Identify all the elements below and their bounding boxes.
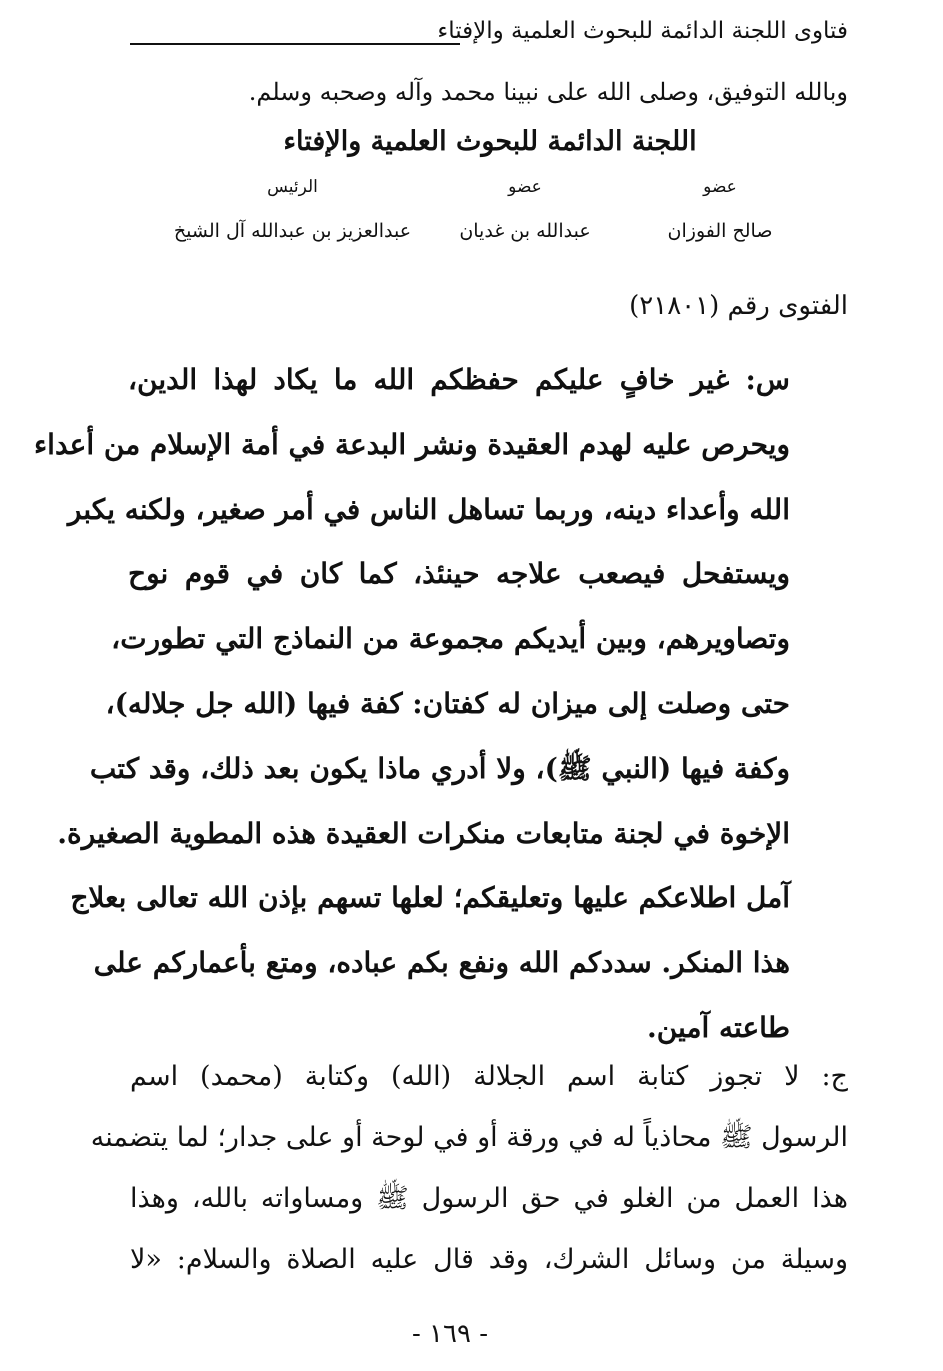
answer-line: وسيلة من وسائل الشرك، وقد قال عليه الصلاة والسلام: «لا — [130, 1244, 848, 1275]
answer-line: ج: لا تجوز كتابة اسم الجلالة (الله) وكتابة (محمد) اسم — [130, 1061, 848, 1092]
question-line: ويستفحل فيصعب علاجه حينئذ، كما كان في قوم نوح — [128, 557, 790, 591]
page-header — [130, 14, 848, 52]
committee-title: اللجنة الدائمة للبحوث العلمية والإفتاء — [283, 126, 697, 157]
signature-role: عضو — [703, 177, 737, 197]
question-paragraph — [34, 348, 790, 1061]
question-line: وتصاويرهم، وبين أيديكم مجموعة من النماذج التي تطورت، — [111, 622, 790, 656]
signature-name: عبدالله بن غديان — [459, 220, 591, 242]
answer-line: هذا العمل من الغلو في حق الرسول ﷺ ومساواته بالله، وهذا — [130, 1183, 848, 1214]
fatwa-number-heading: الفتوى رقم (٢١٨٠١) — [629, 291, 848, 321]
question-line: آمل اطلاعكم عليها وتعليقكم؛ لعلها تسهم بإذن الله تعالى بعلاج — [70, 881, 790, 915]
signature-name: صالح الفوزان — [667, 220, 773, 242]
question-line: حتى وصلت إلى ميزان له كفتان: كفة فيها (الله جل جلاله)، — [105, 686, 790, 720]
signature-member-1 — [645, 170, 795, 248]
header-rule — [130, 43, 460, 45]
signature-chairman — [170, 170, 415, 248]
signature-role: الرئيس — [267, 177, 318, 197]
answer-paragraph — [90, 1046, 848, 1290]
question-line: الله وأعداء دينه، وربما تساهل الناس في أمر صغير، ولكنه يكبر — [67, 492, 790, 526]
signature-member-2 — [435, 170, 615, 248]
question-line: هذا المنكر. سددكم الله ونفع بكم عباده، ومتع بأعماركم على — [93, 946, 790, 980]
signature-block — [170, 170, 795, 250]
closing-prayer: وبالله التوفيق، وصلى الله على نبينا محمد وآله وصحبه وسلم. — [248, 78, 848, 106]
page-number: - ١٦٩ - — [411, 1319, 489, 1349]
question-line: ويحرص عليه لهدم العقيدة ونشر البدعة في أمة الإسلام من أعداء — [34, 427, 790, 461]
question-line: س: غير خافٍ عليكم حفظكم الله ما يكاد لهذا الدين، — [128, 363, 790, 396]
question-line: طاعته آمين. — [646, 1010, 790, 1044]
signature-name: عبدالعزيز بن عبدالله آل الشيخ — [173, 220, 412, 242]
running-header-title: فتاوى اللجنة الدائمة للبحوث العلمية والإفتاء — [437, 18, 848, 44]
question-line: الإخوة في لجنة متابعات منكرات العقيدة هذه المطوية الصغيرة. — [57, 816, 790, 850]
answer-line: الرسول ﷺ محاذياً له في ورقة أو في لوحة أو على جدار؛ لما يتضمنه — [90, 1122, 848, 1153]
question-line: وكفة فيها (النبي ﷺ)، ولا أدري ماذا يكون بعد ذلك، وقد كتب — [89, 751, 790, 785]
signature-role: عضو — [508, 177, 542, 197]
